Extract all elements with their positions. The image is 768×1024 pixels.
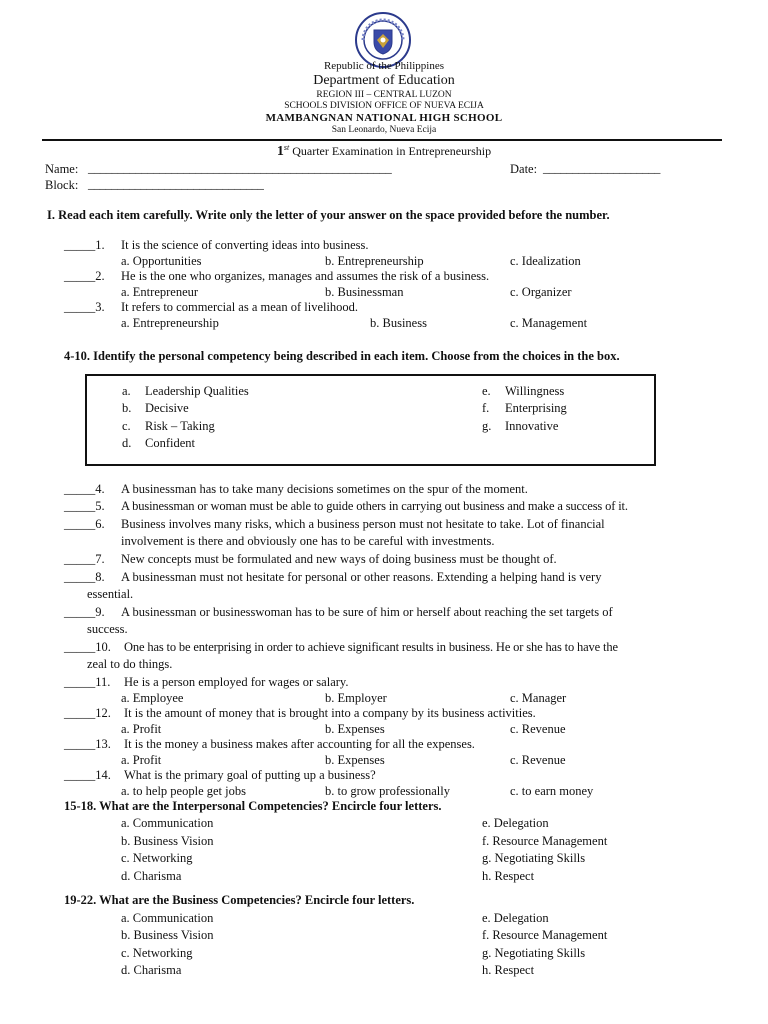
question-text-cont: success. bbox=[87, 622, 128, 636]
question-text: He is a person employed for wages or salary. bbox=[124, 675, 349, 689]
choice-a: a. Entrepreneurship bbox=[121, 316, 219, 330]
question-text: A businessman has to take many decisions sometimes on the spur of the moment. bbox=[121, 482, 528, 496]
choice-a: a. Employee bbox=[121, 691, 184, 705]
answer-blank[interactable]: _____8. bbox=[64, 570, 105, 584]
question-text: A businessman or woman must be able to guide others in carrying out business and make a success of it. bbox=[121, 499, 628, 513]
header-divider bbox=[42, 139, 722, 141]
box-choice: Confident bbox=[145, 436, 195, 450]
question-text: Business involves many risks, which a business person must not hesitate to take. Lot of financial bbox=[121, 517, 605, 531]
question-text-cont: zeal to do things. bbox=[87, 657, 173, 671]
date-label: Date: bbox=[510, 162, 538, 176]
question-text: It refers to commercial as a mean of livelihood. bbox=[121, 300, 359, 314]
answer-blank[interactable]: _____12. bbox=[64, 706, 111, 720]
exam-title-text: Quarter Examination in Entrepreneurship bbox=[292, 144, 492, 158]
box-letter: g. bbox=[482, 419, 492, 433]
choice-a: a. Opportunities bbox=[121, 254, 202, 268]
question-text: What is the primary goal of putting up a business? bbox=[124, 768, 376, 782]
box-letter: b. bbox=[122, 401, 132, 415]
quarter-suffix: st bbox=[283, 143, 290, 152]
choice-a: a. Profit bbox=[121, 753, 162, 767]
block-label: Block: bbox=[45, 178, 79, 192]
box-choice: Leadership Qualities bbox=[145, 384, 249, 398]
choice-b: b. Expenses bbox=[325, 753, 385, 767]
box-choice: Innovative bbox=[505, 419, 559, 433]
department-line: Department of Education bbox=[313, 73, 455, 88]
box-letter: a. bbox=[122, 384, 131, 398]
choice-c: c. to earn money bbox=[510, 784, 594, 798]
choice-b: b. Employer bbox=[325, 691, 387, 705]
question-text-cont: essential. bbox=[87, 587, 134, 601]
answer-blank[interactable]: _____5. bbox=[64, 499, 105, 513]
choice-c: c. Organizer bbox=[510, 285, 572, 299]
choice-a: a. Profit bbox=[121, 722, 162, 736]
answer-blank[interactable]: _____3. bbox=[64, 300, 105, 314]
section4-instruction: 15-18. What are the Interpersonal Competencies? Encircle four letters. bbox=[64, 799, 442, 813]
box-letter: e. bbox=[482, 384, 491, 398]
question-text: One has to be enterprising in order to achieve significant results in business. He or she has to have the bbox=[124, 640, 618, 654]
option-right[interactable]: e. Delegation bbox=[482, 911, 549, 925]
choice-c: c. Idealization bbox=[510, 254, 581, 268]
exam-title bbox=[0, 143, 768, 160]
division-line: SCHOOLS DIVISION OFFICE OF NUEVA ECIJA bbox=[284, 101, 484, 111]
option-left[interactable]: d. Charisma bbox=[121, 869, 182, 883]
choice-c: c. Management bbox=[510, 316, 588, 330]
option-left[interactable]: a. Communication bbox=[121, 816, 214, 830]
choice-a: a. to help people get jobs bbox=[121, 784, 246, 798]
question-text-cont: involvement is there and obviously one has to be careful with investments. bbox=[121, 534, 495, 548]
choice-c: c. Revenue bbox=[510, 753, 566, 767]
choice-b: b. Entrepreneurship bbox=[325, 254, 424, 268]
answer-blank[interactable]: _____1. bbox=[64, 238, 105, 252]
option-left[interactable]: b. Business Vision bbox=[121, 834, 214, 848]
box-letter: f. bbox=[482, 401, 490, 415]
option-right[interactable]: e. Delegation bbox=[482, 816, 549, 830]
answer-blank[interactable]: _____10. bbox=[64, 640, 111, 654]
box-choice: Willingness bbox=[505, 384, 565, 398]
choice-b: b. to grow professionally bbox=[325, 784, 450, 798]
box-letter: d. bbox=[122, 436, 132, 450]
answer-blank[interactable]: _____14. bbox=[64, 768, 111, 782]
answer-blank[interactable]: _____6. bbox=[64, 517, 105, 531]
question-text: It is the amount of money that is brought into a company by its business activities. bbox=[124, 706, 536, 720]
box-choice: Enterprising bbox=[505, 401, 567, 415]
answer-blank[interactable]: _____4. bbox=[64, 482, 105, 496]
answer-blank[interactable]: _____13. bbox=[64, 737, 111, 751]
option-right[interactable]: g. Negotiating Skills bbox=[482, 851, 586, 865]
option-right[interactable]: g. Negotiating Skills bbox=[482, 946, 586, 960]
quarter-number: 1 bbox=[276, 144, 284, 159]
republic-line: Republic of the Philippines bbox=[323, 60, 445, 72]
question-text: He is the one who organizes, manages and assumes the risk of a business. bbox=[121, 269, 490, 283]
choice-c: c. Manager bbox=[510, 691, 567, 705]
name-field[interactable]: ___________________________________________________ bbox=[88, 161, 392, 175]
choice-b: b. Expenses bbox=[325, 722, 385, 736]
option-left[interactable]: c. Networking bbox=[121, 851, 193, 865]
question-text: New concepts must be formulated and new ways of doing business must be thought of. bbox=[121, 552, 557, 566]
option-right[interactable]: h. Respect bbox=[482, 963, 535, 977]
option-right[interactable]: f. Resource Management bbox=[482, 928, 608, 942]
option-left[interactable]: b. Business Vision bbox=[121, 928, 214, 942]
box-letter: c. bbox=[122, 419, 131, 433]
option-left[interactable]: c. Networking bbox=[121, 946, 193, 960]
section5-instruction: 19-22. What are the Business Competencies? Encircle four letters. bbox=[64, 893, 415, 907]
answer-blank[interactable]: _____2. bbox=[64, 269, 105, 283]
question-text: A businessman must not hesitate for personal or other reasons. Extending a helping hand is very bbox=[121, 570, 602, 584]
choice-b: b. Business bbox=[370, 316, 427, 330]
school-address: San Leonardo, Nueva Ecija bbox=[331, 125, 437, 135]
question-text: It is the money a business makes after accounting for all the expenses. bbox=[124, 737, 475, 751]
answer-blank[interactable]: _____9. bbox=[64, 605, 105, 619]
question-text: It is the science of converting ideas into business. bbox=[121, 238, 369, 252]
date-field[interactable]: ____________________ bbox=[543, 161, 661, 175]
region-line: REGION III – CENTRAL LUZON bbox=[316, 90, 452, 100]
section1-instruction: I. Read each item carefully. Write only the letter of your answer on the space provided before the number. bbox=[47, 208, 610, 222]
block-field[interactable]: ______________________________ bbox=[88, 177, 264, 191]
question-text: A businessman or businesswoman has to be sure of him or herself about reaching the set targets of bbox=[121, 605, 613, 619]
answer-blank[interactable]: _____7. bbox=[64, 552, 105, 566]
answer-blank[interactable]: _____11. bbox=[64, 675, 111, 689]
box-choice: Risk – Taking bbox=[145, 419, 215, 433]
choice-c: c. Revenue bbox=[510, 722, 566, 736]
name-label: Name: bbox=[45, 162, 79, 176]
option-right[interactable]: h. Respect bbox=[482, 869, 535, 883]
choice-b: b. Businessman bbox=[325, 285, 404, 299]
box-choice: Decisive bbox=[145, 401, 189, 415]
option-left[interactable]: d. Charisma bbox=[121, 963, 182, 977]
option-right[interactable]: f. Resource Management bbox=[482, 834, 608, 848]
school-name: MAMBANGNAN NATIONAL HIGH SCHOOL bbox=[265, 112, 503, 124]
section2-instruction: 4-10. Identify the personal competency being described in each item. Choose from the choices in the box. bbox=[64, 349, 620, 363]
option-left[interactable]: a. Communication bbox=[121, 911, 214, 925]
choice-a: a. Entrepreneur bbox=[121, 285, 199, 299]
